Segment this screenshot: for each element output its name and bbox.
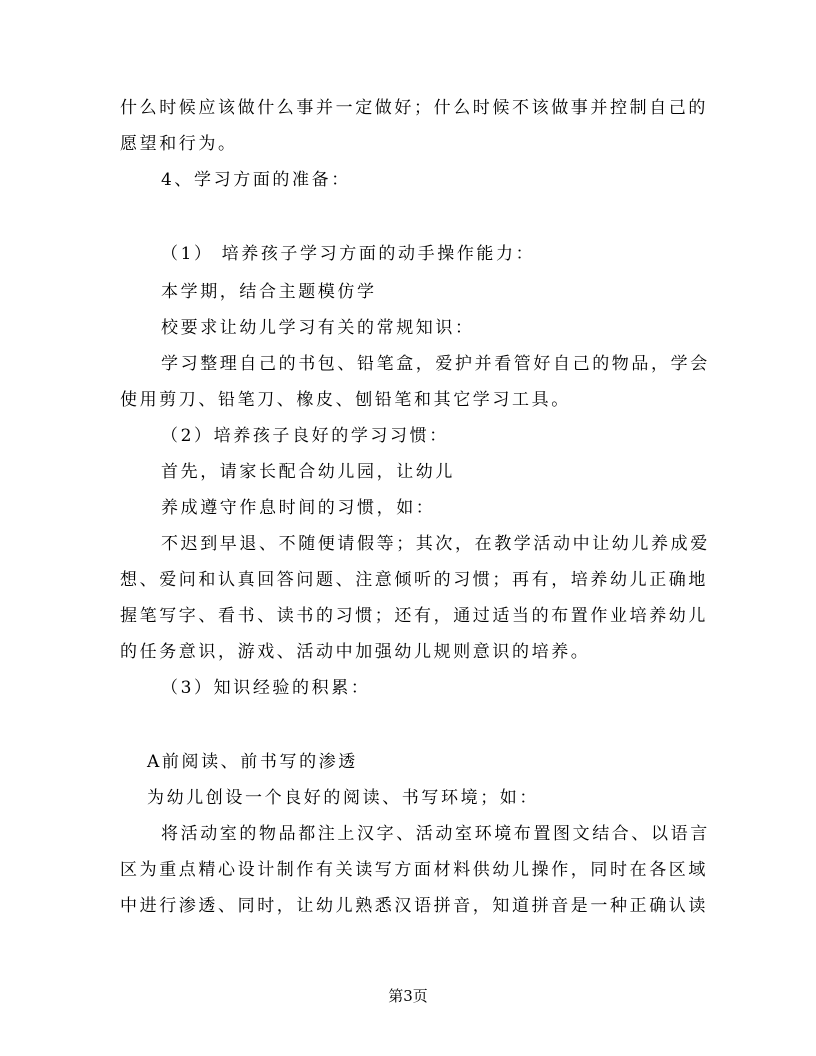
- section-heading-4: 4、学习方面的准备：: [161, 170, 351, 190]
- body-line-21: 中进行渗透、同时，让幼儿熟悉汉语拼音，知道拼音是一种正确认读: [120, 896, 708, 916]
- body-line-12: 不迟到早退、不随便请假等；其次，在教学活动中让幼儿养成爱: [161, 534, 710, 554]
- subheading-3: （3）知识经验的积累：: [161, 678, 371, 698]
- subheading-2: （2）培养孩子良好的学习习惯：: [161, 426, 449, 446]
- body-line-10: 首先，请家长配合幼儿园，让幼儿: [161, 462, 455, 482]
- body-line-1: 什么时候应该做什么事并一定做好；什么时候不该做事并控制自己的: [120, 98, 708, 118]
- body-line-8: 使用剪刀、铅笔刀、橡皮、刨铅笔和其它学习工具。: [120, 390, 571, 410]
- body-line-11: 养成遵守作息时间的习惯，如：: [161, 498, 436, 518]
- body-line-14: 握笔写字、看书、读书的习惯；还有，通过适当的布置作业培养幼儿: [120, 606, 708, 626]
- body-line-13: 想、爱问和认真回答问题、注意倾听的习惯；再有，培养幼儿正确地: [120, 570, 708, 590]
- subheading-1: （1） 培养孩子学习方面的动手操作能力：: [161, 244, 536, 264]
- body-line-6: 校要求让幼儿学习有关的常规知识：: [161, 318, 475, 338]
- body-line-2: 愿望和行为。: [120, 134, 238, 154]
- body-line-5: 本学期，结合主题模仿学: [161, 282, 377, 302]
- body-line-20: 区为重点精心设计制作有关读写方面材料供幼儿操作，同时在各区域: [120, 860, 708, 880]
- body-line-19: 将活动室的物品都注上汉字、活动室环境布置图文结合、以语言: [161, 824, 710, 844]
- body-line-18: 为幼儿创设一个良好的阅读、书写环境；如：: [147, 788, 539, 808]
- body-line-7: 学习整理自己的书包、铅笔盒，爱护并看管好自己的物品，学会: [161, 354, 710, 374]
- subsection-a-heading: A前阅读、前书写的渗透: [147, 752, 358, 772]
- body-line-15: 的任务意识，游戏、活动中加强幼儿规则意识的培养。: [120, 642, 591, 662]
- page-number: 第3页: [388, 987, 428, 1005]
